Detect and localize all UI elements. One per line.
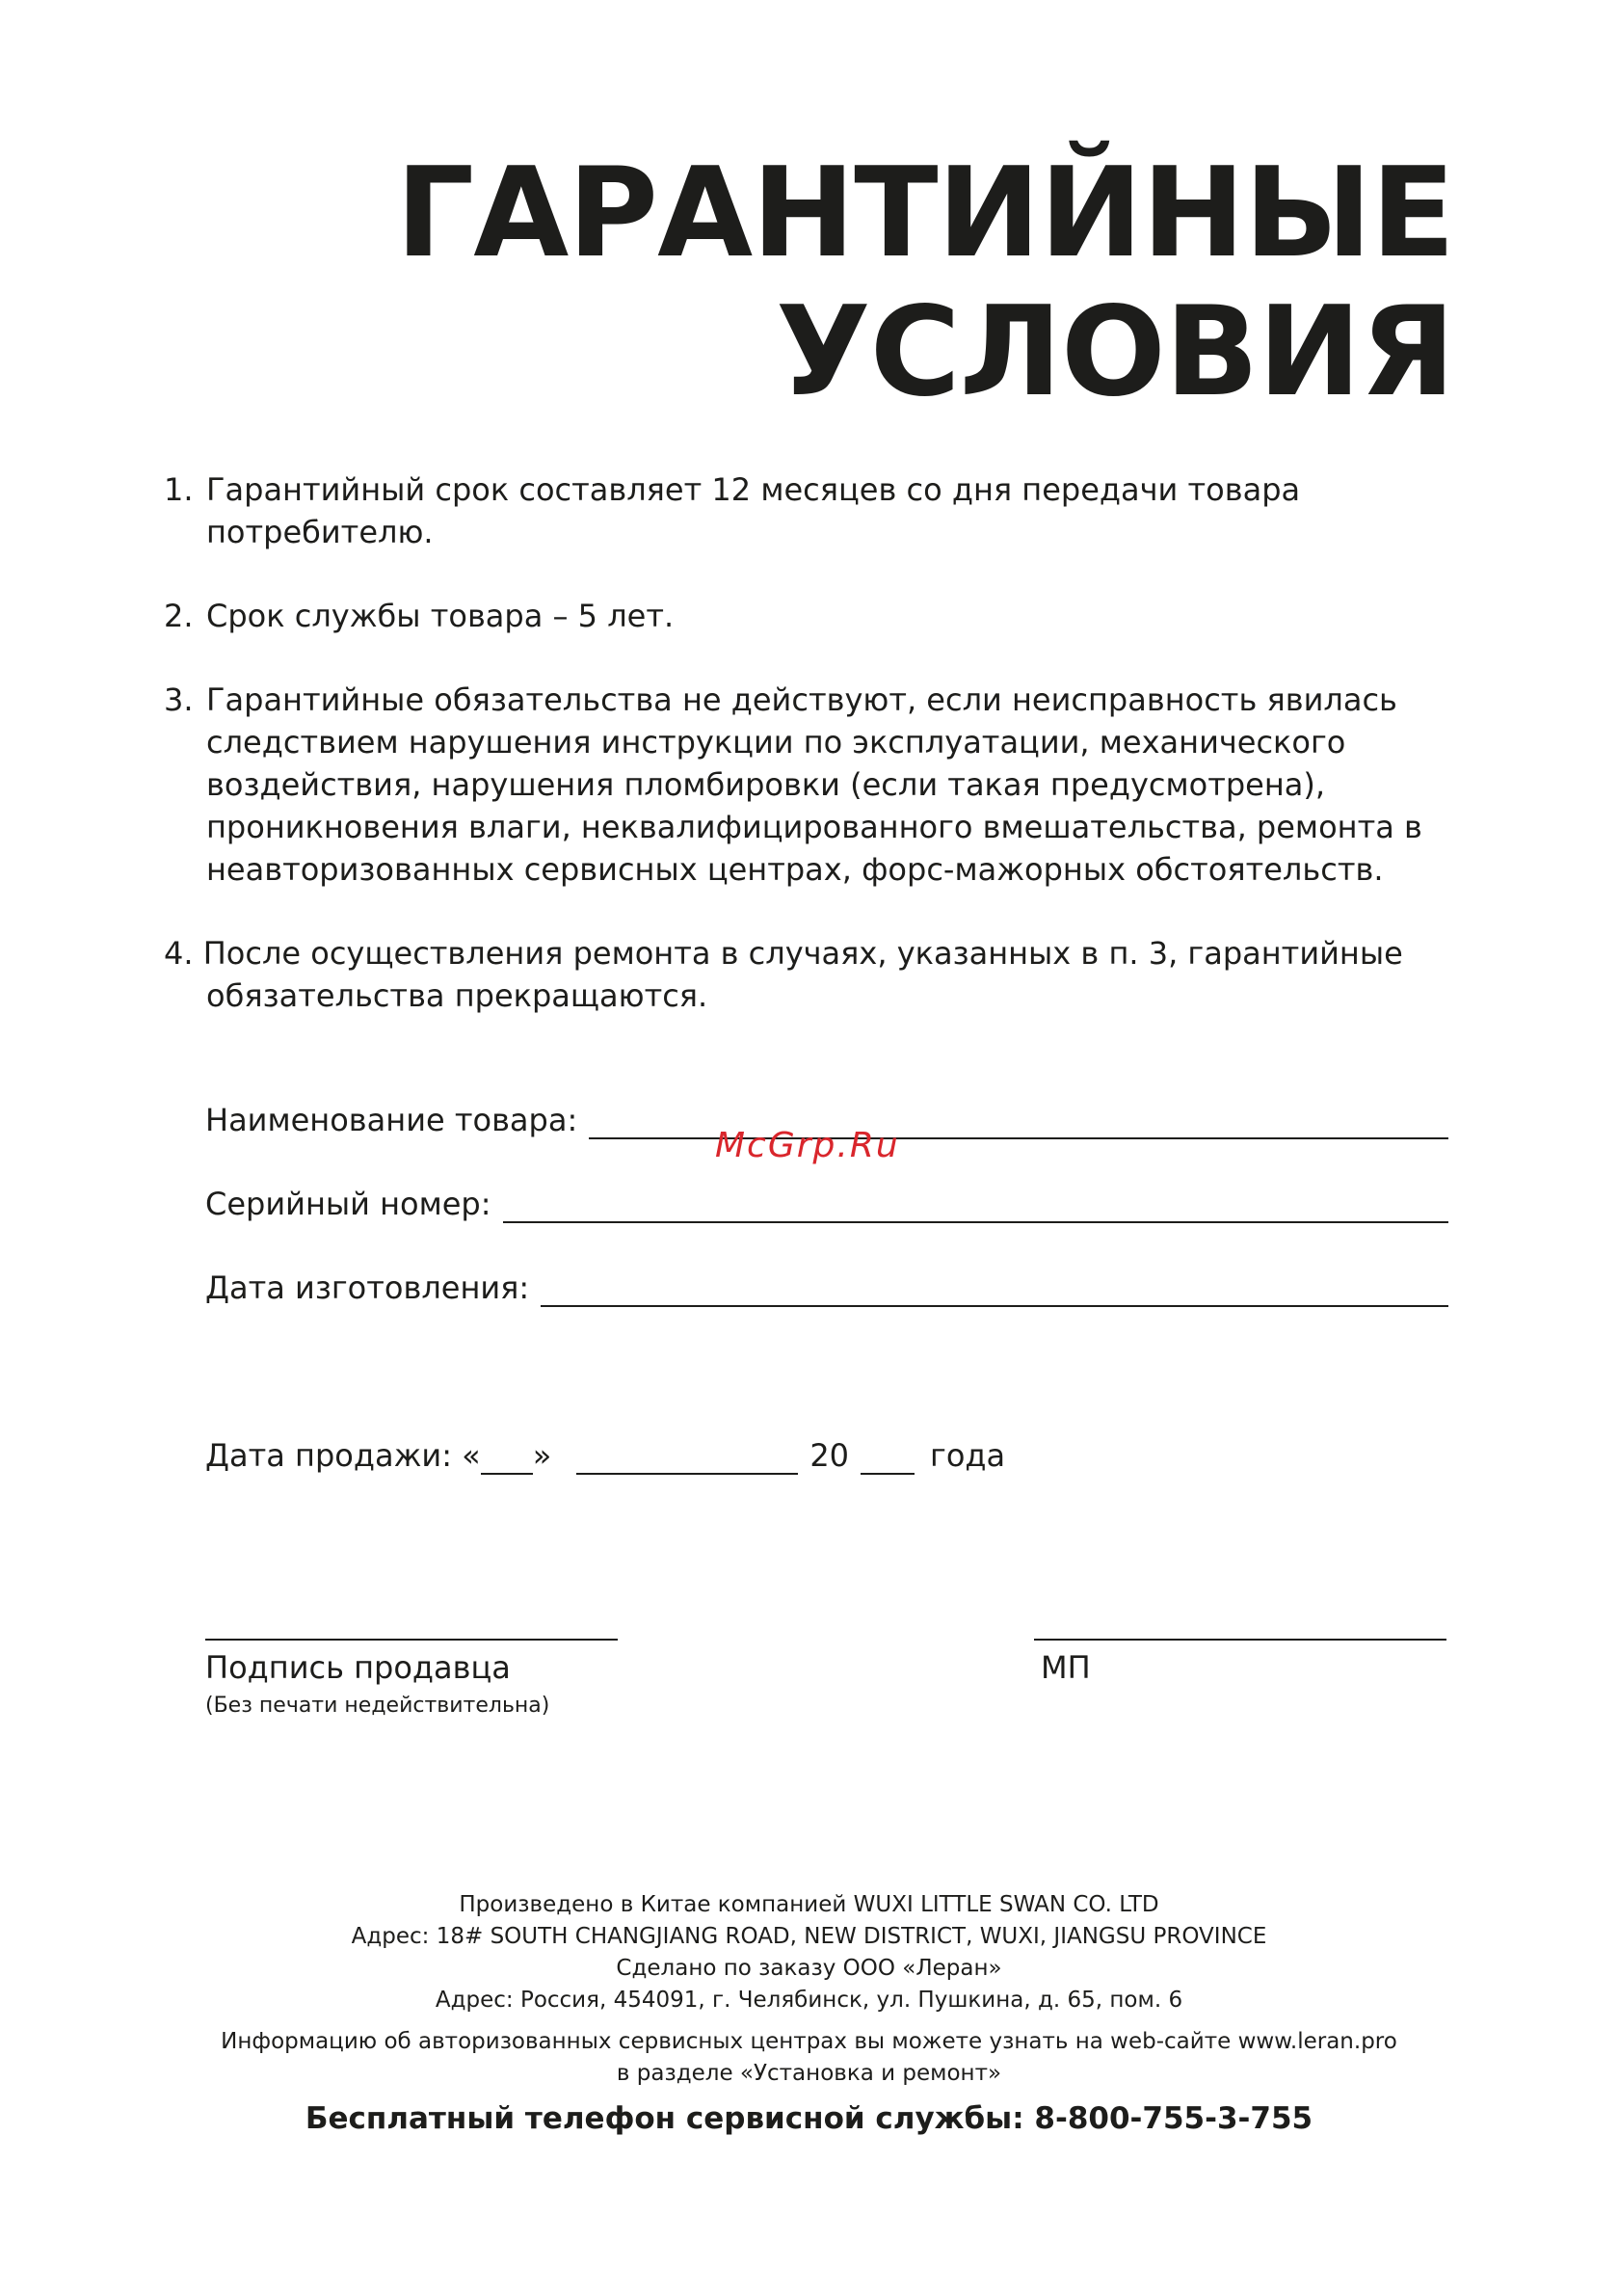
manufacture-date-blank[interactable] <box>541 1270 1448 1307</box>
term-text: Гарантийный срок составляет 12 месяцев со дня передачи товара потребителю. <box>206 471 1301 550</box>
term-number: 1. <box>164 471 194 508</box>
term-item-3 <box>164 679 1455 891</box>
term-item-2 <box>164 595 1455 637</box>
sale-year-prefix: 20 <box>809 1437 850 1474</box>
sale-close-quote: » <box>532 1437 552 1474</box>
product-name-label: Наименование товара: <box>205 1102 578 1138</box>
title-line-2: УСЛОВИЯ <box>776 280 1454 424</box>
footer-line-6: в разделе «Установка и ремонт» <box>616 2061 1002 2086</box>
term-text: После осуществления ремонта в случаях, указанных в п. 3, гарантийные обязательства прекращаются. <box>202 935 1403 1014</box>
footer-line-4: Адрес: Россия, 454091, г. Челябинск, ул. Пушкина, д. 65, пом. 6 <box>435 1988 1183 2013</box>
seller-signature-note: (Без печати недействительна) <box>205 1694 550 1718</box>
sale-date-label: Дата продажи: « <box>205 1437 481 1474</box>
footer-line-2: Адрес: 18# SOUTH CHANGJIANG ROAD, NEW DISTRICT, WUXI, JIANGSU PROVINCE <box>351 1924 1267 1949</box>
serial-number-label: Серийный номер: <box>205 1186 491 1222</box>
term-number: 2. <box>164 598 194 634</box>
seller-signature-label: Подпись продавца <box>205 1649 511 1686</box>
sale-date-field <box>205 1436 1005 1475</box>
term-number: 4. <box>164 935 194 972</box>
term-item-4 <box>164 932 1455 1017</box>
term-text: Срок службы товара – 5 лет. <box>206 598 675 634</box>
term-number: 3. <box>164 681 194 718</box>
service-info <box>0 2026 1618 2090</box>
sale-month-blank[interactable] <box>576 1442 798 1475</box>
page-title <box>395 142 1454 424</box>
warranty-terms-list <box>164 468 1455 1058</box>
manufacture-date-label: Дата изготовления: <box>205 1269 530 1306</box>
term-item-1 <box>164 468 1455 553</box>
service-phone: Бесплатный телефон сервисной службы: 8-800-755-3-755 <box>305 2101 1313 2136</box>
stamp-label: МП <box>1041 1649 1091 1686</box>
sale-day-blank[interactable] <box>481 1442 533 1475</box>
manufacture-date-field[interactable] <box>205 1268 1448 1307</box>
sale-year-blank[interactable] <box>861 1442 915 1475</box>
seller-signature-line[interactable] <box>205 1639 618 1641</box>
serial-number-blank[interactable] <box>503 1187 1448 1223</box>
stamp-line[interactable] <box>1034 1639 1446 1641</box>
footer-line-1: Произведено в Китае компанией WUXI LITTLE SWAN CO. LTD <box>459 1892 1159 1917</box>
term-text: Гарантийные обязательства не действуют, если неисправность явилась следствием нарушения инструкции по эксплуатации, механического воздействия, нарушения пломбировки (если такая предусмотрена), проникновения влаги, неквалифицированного вмешательства, ремонта в неавторизованных сервисных центрах, форс-мажорных обстоятельств. <box>206 681 1422 888</box>
footer-line-3: Сделано по заказу ООО «Леран» <box>616 1956 1002 1981</box>
sale-year-suffix: года <box>930 1437 1006 1474</box>
watermark: McGrp.Ru <box>715 1126 900 1165</box>
footer-line-5: Информацию об авторизованных сервисных центрах вы можете узнать на web-сайте www.leran.pro <box>221 2029 1397 2054</box>
manufacturer-info <box>0 1889 1618 2016</box>
serial-number-field[interactable] <box>205 1185 1448 1223</box>
title-line-1: ГАРАНТИЙНЫЕ <box>395 142 1454 285</box>
